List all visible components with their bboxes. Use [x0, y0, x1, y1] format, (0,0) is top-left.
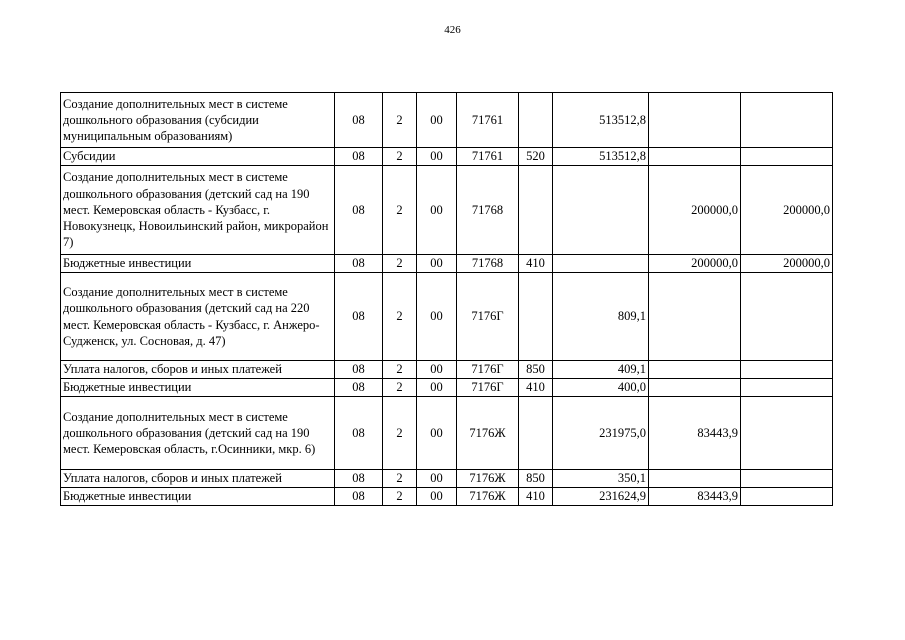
sum-year2-cell: 83443,9: [649, 488, 741, 506]
sum-year2-cell: [649, 93, 741, 148]
article-cell: 7176Г: [457, 379, 519, 397]
program-cell: 00: [417, 93, 457, 148]
sum-year1-cell: 350,1: [553, 470, 649, 488]
subsection-cell: 2: [383, 397, 417, 470]
table-row: [61, 397, 833, 470]
program-cell: 00: [417, 255, 457, 273]
section-cell: 08: [335, 361, 383, 379]
sum-year3-cell: [741, 93, 833, 148]
program-cell: 00: [417, 273, 457, 361]
sum-year3-cell: 200000,0: [741, 166, 833, 255]
table-row: [61, 470, 833, 488]
row-name-cell: Бюджетные инвестиции: [61, 488, 335, 506]
sum-year3-cell: [741, 397, 833, 470]
article-cell: 71761: [457, 148, 519, 166]
sum-year3-cell: [741, 273, 833, 361]
program-cell: 00: [417, 148, 457, 166]
program-cell: 00: [417, 166, 457, 255]
table-row: [61, 379, 833, 397]
expense-type-cell: [519, 273, 553, 361]
expense-type-cell: [519, 93, 553, 148]
section-cell: 08: [335, 273, 383, 361]
table-row: [61, 361, 833, 379]
section-cell: 08: [335, 93, 383, 148]
expense-type-cell: 410: [519, 488, 553, 506]
subsection-cell: 2: [383, 166, 417, 255]
program-cell: 00: [417, 397, 457, 470]
sum-year1-cell: [553, 255, 649, 273]
table-row: [61, 148, 833, 166]
sum-year2-cell: 200000,0: [649, 255, 741, 273]
section-cell: 08: [335, 166, 383, 255]
article-cell: 7176Ж: [457, 397, 519, 470]
section-cell: 08: [335, 397, 383, 470]
row-name-cell: Бюджетные инвестиции: [61, 255, 335, 273]
program-cell: 00: [417, 488, 457, 506]
subsection-cell: 2: [383, 379, 417, 397]
sum-year2-cell: 83443,9: [649, 397, 741, 470]
program-cell: 00: [417, 361, 457, 379]
sum-year2-cell: 200000,0: [649, 166, 741, 255]
row-name-cell: Создание дополнительных мест в системе дошкольного образования (детский сад на 190 мест. Кемеровская область - Кузбасс, г. Новокузнецк, Новоильинский район, микрорайон 7): [61, 166, 335, 255]
row-name-cell: Создание дополнительных мест в системе дошкольного образования (субсидии муниципальным образованиям): [61, 93, 335, 148]
article-cell: 71768: [457, 166, 519, 255]
expense-type-cell: 850: [519, 361, 553, 379]
section-cell: 08: [335, 470, 383, 488]
subsection-cell: 2: [383, 93, 417, 148]
subsection-cell: 2: [383, 148, 417, 166]
sum-year3-cell: [741, 470, 833, 488]
program-cell: 00: [417, 379, 457, 397]
article-cell: 7176Ж: [457, 488, 519, 506]
article-cell: 71761: [457, 93, 519, 148]
sum-year2-cell: [649, 379, 741, 397]
expense-type-cell: [519, 166, 553, 255]
sum-year1-cell: 809,1: [553, 273, 649, 361]
sum-year3-cell: [741, 148, 833, 166]
row-name-cell: Уплата налогов, сборов и иных платежей: [61, 470, 335, 488]
sum-year1-cell: 513512,8: [553, 93, 649, 148]
article-cell: 7176Г: [457, 273, 519, 361]
sum-year1-cell: 513512,8: [553, 148, 649, 166]
subsection-cell: 2: [383, 488, 417, 506]
table-row: [61, 255, 833, 273]
expense-type-cell: 410: [519, 379, 553, 397]
sum-year3-cell: [741, 488, 833, 506]
row-name-cell: Создание дополнительных мест в системе дошкольного образования (детский сад на 190 мест. Кемеровская область, г.Осинники, мкр. 6): [61, 397, 335, 470]
row-name-cell: Субсидии: [61, 148, 335, 166]
sum-year3-cell: [741, 361, 833, 379]
sum-year1-cell: 400,0: [553, 379, 649, 397]
article-cell: 7176Г: [457, 361, 519, 379]
sum-year3-cell: [741, 379, 833, 397]
row-name-cell: Уплата налогов, сборов и иных платежей: [61, 361, 335, 379]
table-row: [61, 273, 833, 361]
subsection-cell: 2: [383, 361, 417, 379]
subsection-cell: 2: [383, 470, 417, 488]
table-row: [61, 93, 833, 148]
sum-year1-cell: 231975,0: [553, 397, 649, 470]
subsection-cell: 2: [383, 273, 417, 361]
subsection-cell: 2: [383, 255, 417, 273]
expense-type-cell: 850: [519, 470, 553, 488]
sum-year1-cell: [553, 166, 649, 255]
page-number: 426: [444, 24, 461, 36]
sum-year2-cell: [649, 361, 741, 379]
expense-type-cell: 410: [519, 255, 553, 273]
sum-year3-cell: 200000,0: [741, 255, 833, 273]
sum-year1-cell: 231624,9: [553, 488, 649, 506]
section-cell: 08: [335, 379, 383, 397]
expense-type-cell: [519, 397, 553, 470]
sum-year2-cell: [649, 273, 741, 361]
article-cell: 71768: [457, 255, 519, 273]
section-cell: 08: [335, 148, 383, 166]
row-name-cell: Бюджетные инвестиции: [61, 379, 335, 397]
expense-type-cell: 520: [519, 148, 553, 166]
section-cell: 08: [335, 255, 383, 273]
article-cell: 7176Ж: [457, 470, 519, 488]
sum-year2-cell: [649, 148, 741, 166]
program-cell: 00: [417, 470, 457, 488]
sum-year2-cell: [649, 470, 741, 488]
table-row: [61, 166, 833, 255]
sum-year1-cell: 409,1: [553, 361, 649, 379]
section-cell: 08: [335, 488, 383, 506]
row-name-cell: Создание дополнительных мест в системе дошкольного образования (детский сад на 220 мест. Кемеровская область - Кузбасс, г. Анжеро-Судженск, ул. Сосновая, д. 47): [61, 273, 335, 361]
budget-table: [60, 92, 833, 506]
table-row: [61, 488, 833, 506]
